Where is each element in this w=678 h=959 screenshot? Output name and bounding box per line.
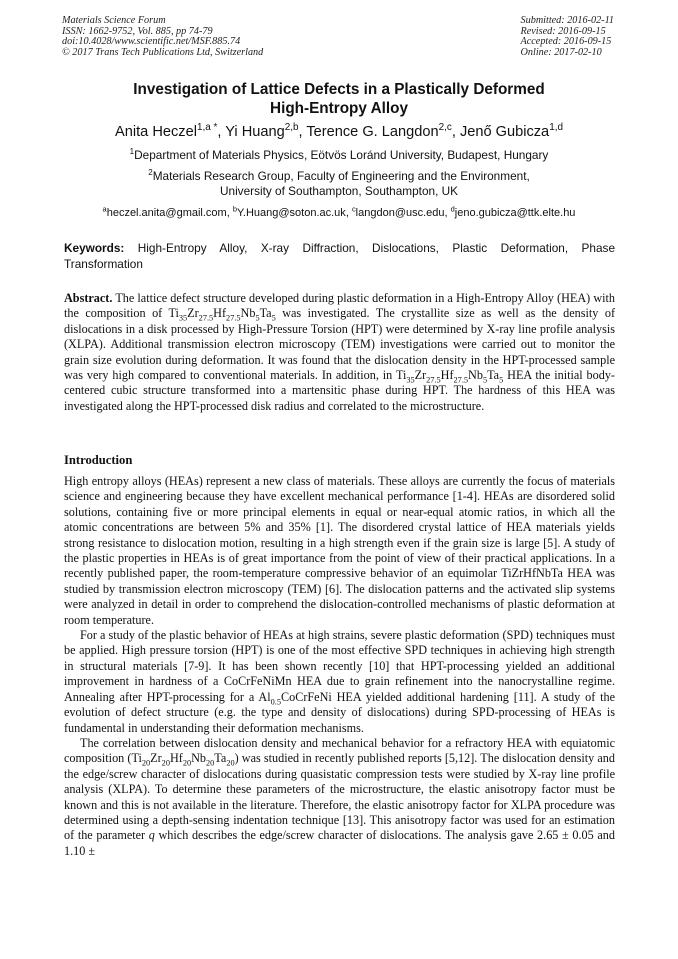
subscript: 35 — [178, 313, 188, 323]
publication-dates — [521, 16, 614, 58]
submitted-date: Submitted: 2016-02-11 — [520, 15, 614, 26]
email-address[interactable]: jeno.gubicza@ttk.elte.hu — [454, 207, 576, 219]
email-separator: , — [226, 207, 233, 219]
subscript: 27.5 — [453, 375, 469, 385]
subscript: 20 — [206, 758, 215, 768]
paragraph-text: Zr — [150, 751, 162, 766]
paragraph-text: The correlation between dislocation density and mechanical behavior for a refractory HEA with equiatomic composition (Ti — [64, 735, 615, 766]
abstract-text: was investigated. The crystallite size as well as the density of dislocations in a disk processed by High-Pressure Torsion (HPT) were determined by X-ray line profile analysis (XLPA). Additional transmission electron microscopy (TEM) investigations were carried out to monitor the grain size evolution during deformation. It was found that the dislocation density in the HPT-processed sample was very high compared to conventional materials. In addition, in Ti — [64, 306, 615, 383]
abstract-text: Zr — [414, 368, 427, 383]
italic-symbol: q — [148, 828, 155, 843]
subscript: 20 — [161, 758, 170, 768]
subscript: 27.5 — [426, 375, 441, 385]
intro-paragraph-3 — [64, 736, 615, 859]
introduction-heading: Introduction — [64, 453, 133, 467]
abstract-text: Nb — [468, 368, 483, 383]
online-date: Online: 2017-02-10 — [520, 46, 602, 58]
paragraph-text: ) was studied in recently published reports [5,12]. The dislocation density and the edge/screw character of dislocations during quasistatic compression tests were studied by X-ray line profile analysis (XLPA). To determine these parameters of the microstructure, the elastic anisotropy factor must be known and this is not available in the literature. Therefore, the elastic anisotropy factor for XLPA procedure was determined using a depth-sensing indentation technique [13]. This anisotropy factor was used for an estimation of the parameter — [64, 751, 615, 843]
author-separator: , — [451, 124, 460, 140]
subscript: 35 — [406, 375, 415, 385]
author-affiliation-mark: 2,b — [284, 122, 299, 134]
abstract-text: Ta — [487, 368, 500, 383]
email-mark: c — [351, 204, 356, 214]
abstract-label: Abstract. — [64, 291, 113, 305]
subscript: 0.5 — [270, 697, 281, 707]
subscript: 27.5 — [226, 313, 241, 323]
journal-info — [62, 16, 263, 58]
abstract-text: HEA the initial body-centered cubic structure transformed into a martensitic phase during HPT. The hardness of this HEA was investigated along the HPT-processed disk radius and correlated to the microstructure. — [64, 368, 615, 413]
introduction-section — [64, 474, 615, 859]
email-mark: d — [450, 204, 455, 214]
paragraph-text: which describes the edge/screw character of dislocations. The analysis gave 2.65 ± 0.05 and 1.10 ± — [64, 828, 615, 858]
affiliation-2 — [40, 169, 638, 198]
subscript: 5 — [271, 313, 276, 323]
subscript: 27.5 — [198, 313, 214, 323]
abstract-text: Nb — [240, 306, 256, 321]
author-emails — [30, 206, 648, 220]
journal-name: Materials Science Forum — [62, 15, 166, 26]
email-address[interactable]: langdon@usc.edu — [355, 207, 445, 219]
email-mark: a — [102, 204, 107, 214]
author-name: Terence G. Langdon — [306, 124, 439, 140]
subscript: 5 — [255, 313, 260, 323]
abstract-text: Hf — [440, 368, 454, 383]
paper-title — [60, 81, 618, 118]
author-separator: , — [217, 124, 226, 140]
revised-date: Revised: 2016-09-15 — [520, 25, 606, 37]
email-separator: , — [444, 207, 451, 219]
email-separator: , — [345, 207, 352, 219]
subscript: 5 — [482, 375, 488, 385]
paragraph-text: Ta — [214, 751, 227, 766]
abstract-text: Hf — [213, 306, 227, 321]
issn-line: ISSN: 1662-9752, Vol. 885, pp 74-79 — [62, 25, 213, 37]
affiliation-text: University of Southampton, Southampton, UK — [219, 183, 459, 198]
accepted-date: Accepted: 2016-09-15 — [520, 36, 612, 48]
title-line-1: Investigation of Lattice Defects in a Plastically Deformed — [133, 81, 545, 98]
abstract — [64, 291, 615, 414]
author-name: Anita Heczel — [115, 124, 197, 140]
intro-paragraph-2 — [64, 628, 615, 736]
intro-paragraph-1: High entropy alloys (HEAs) represent a new class of materials. These alloys are currently the focus of materials science and engineering because they have excellent mechanical performance [1-4]. HEAs are disordered solid solutions, containing five or more principal elements in equal or near-equal atomic ratios, in which all the atomic concentrations are between 5% and 35% [1]. The disordered crystal lattice of HEA materials yields strong resistance to dislocation motion, resulting in a high strength even if the grain size is large [5]. A study of the plastic properties in HEAs is of great importance from the point of view of their practical applications. In a recently published paper, the room-temperature compressive behavior of an equimolar TiZrHfNbTa HEA was studied by transmission electron microscopy (TEM) [6]. The dislocation patterns and the activated slip systems were analyzed in detail in order to comprehend the dislocation-controlled mechanisms of plastic deformation at room temperature. — [64, 474, 615, 627]
affiliation-mark: 2 — [148, 168, 153, 178]
abstract-text: Ta — [259, 306, 272, 321]
email-address[interactable]: heczel.anita@gmail.com — [106, 207, 227, 219]
paragraph-text: Nb — [191, 751, 207, 766]
email-address[interactable]: Y.Huang@soton.ac.uk — [236, 207, 346, 219]
subscript: 5 — [499, 375, 504, 385]
subscript: 20 — [226, 758, 235, 768]
copyright-line: © 2017 Trans Tech Publications Ltd, Switzerland — [62, 46, 264, 58]
subscript: 20 — [182, 758, 192, 768]
abstract-text: The lattice defect structure developed during plastic deformation in a High-Entropy Alloy (HEA) with the composition of Ti — [64, 291, 615, 321]
keywords-text: High-Entropy Alloy, X-ray Diffraction, Dislocations, Plastic Deformation, Phase Transformation — [64, 241, 615, 271]
paragraph-text: Hf — [169, 751, 183, 766]
affiliation-mark: 1 — [129, 147, 135, 157]
title-line-2: High-Entropy Alloy — [270, 99, 408, 117]
keywords — [64, 241, 615, 272]
author-affiliation-mark: 1,d — [549, 122, 563, 134]
abstract-text: Zr — [187, 306, 199, 321]
affiliation-text: Department of Materials Physics, Eötvös Loránd University, Budapest, Hungary — [134, 148, 549, 162]
author-affiliation-mark: 1,a * — [196, 122, 218, 134]
email-mark: b — [232, 204, 237, 214]
author-separator: , — [298, 124, 307, 140]
doi-line: doi:10.4028/www.scientific.net/MSF.885.74 — [62, 36, 241, 48]
abstract-paragraph — [64, 291, 615, 414]
author-affiliation-mark: 2,c — [438, 122, 452, 134]
author-name: Jenő Gubicza — [459, 124, 550, 140]
subscript: 20 — [141, 758, 151, 768]
affiliation-text: Materials Research Group, Faculty of Engineering and the Environment, — [152, 169, 530, 183]
author-list — [40, 123, 638, 141]
paragraph-text: For a study of the plastic behavior of HEAs at high strains, severe plastic deformation (SPD) techniques must be applied. High pressure torsion (HPT) is one of the most effective SPD techniques in achieving high strength in structural materials [7-9]. It has been shown recently [10] that HPT-processing yielded an additional improvement in hardness of a CoCrFeNiMn HEA due to grain refinement into the nanocrystalline regime. Annealing after HPT-processing for a Al — [64, 628, 615, 704]
affiliation-1 — [40, 148, 638, 163]
author-name: Yi Huang — [225, 124, 285, 140]
paragraph-text: CoCrFeNi HEA yielded additional hardening [11]. A study of the evolution of defect structure (e.g. the type and density of dislocations) during SPD-processing of HEAs is fundamental in understanding their deformation mechanisms. — [64, 689, 616, 735]
keywords-label: Keywords: — [64, 241, 125, 255]
